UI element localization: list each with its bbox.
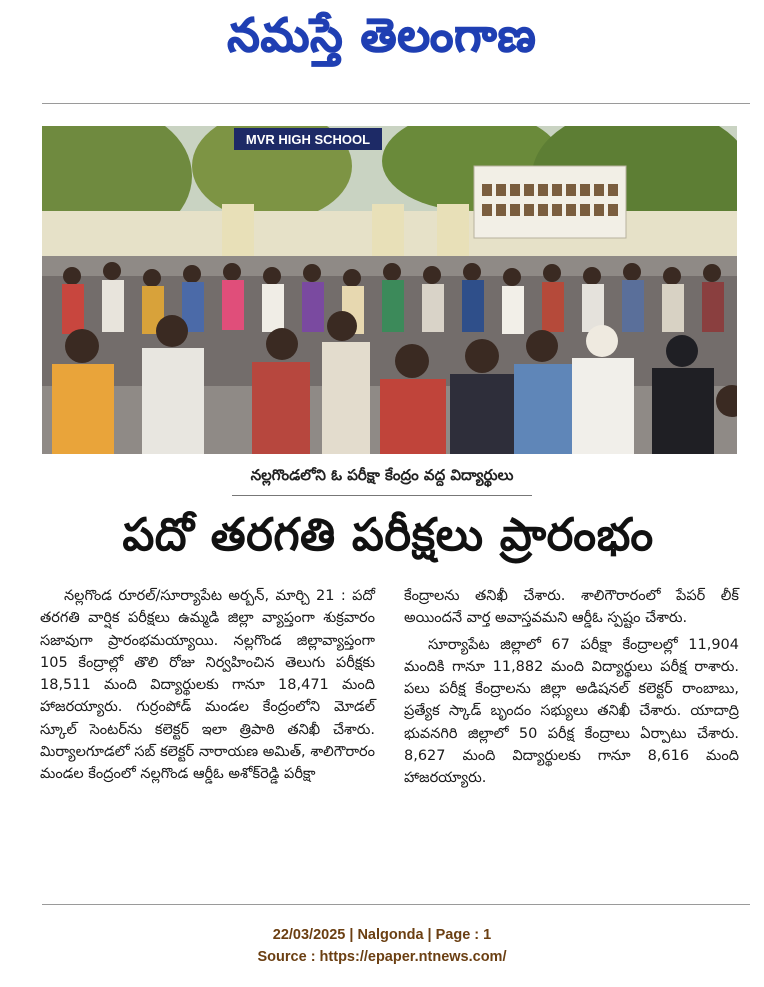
school-banner-text: MVR HIGH SCHOOL <box>245 132 371 147</box>
article-headline: పదో తరగతి పరీక్షలు ప్రారంభం <box>122 508 654 561</box>
article-paragraph: నల్లగొండ రూరల్/సూర్యాపేట అర్బన్, మార్చి 21 : పదో తరగతి వార్షిక పరీక్షలు ఉమ్మడి జిల్లా వ్యాప్తంగా శుక్రవారం సజావుగా ప్రారంభమయ్యాయి. నల్లగొండ జిల్లావ్యాప్తంగా 105 కేంద్రాల్లో తొలి రోజు నిర్వహించిన తెలుగు పరీక్షకు 18,511 మంది విద్యార్థులకు గానూ 18,471 మంది హాజరయ్యారు. గుర్రంపోడ్ మండల కేంద్రంలోని మోడల్ స్కూల్ సెంటర్‌ను కలెక్టర్ ఇలా త్రిపాఠి తనిఖీ చేశారు. మిర్యాలగూడలో సబ్ కలెక్టర్ నారాయణ అమిత్, శాలిగౌరారం మండల కేంద్రంలో నల్లగొండ ఆర్డీఓ అశోక్‌రెడ్డి పరీక్షా <box>40 588 375 783</box>
footer-divider <box>42 904 750 905</box>
article-left-column <box>40 585 375 786</box>
footer-source-line: Source : https://epaper.ntnews.com/ <box>257 949 507 965</box>
article-paragraph: కేంద్రాలను తనిఖీ చేశారు. శాలిగౌరారంలో పేపర్ లీక్ అయిందనే వార్త అవాస్తవమని ఆర్డీఓ స్పష్టం చేశారు. <box>404 588 739 627</box>
news-photo <box>42 126 737 454</box>
caption-divider <box>232 495 532 496</box>
masthead-divider <box>42 103 750 104</box>
newspaper-masthead: నమస్తే తెలంగాణ <box>227 8 537 62</box>
footer-date-line: 22/03/2025 | Nalgonda | Page : 1 <box>272 927 492 943</box>
article-paragraph: సూర్యాపేట జిల్లాలో 67 పరీక్షా కేంద్రాలల్లో 11,904 మందికి గానూ 11,882 మంది విద్యార్థులు పరీక్ష రాశారు. పలు పరీక్ష కేంద్రాలను జిల్లా అడిషనల్ కలెక్టర్ రాంబాబు, ప్రత్యేక స్కాడ్ బృందం సభ్యులు తనిఖీ చేశారు. యాదాద్రి భువనగిరి జిల్లాలో 50 పరీక్ష కేంద్రాలు ఏర్పాటు చేశారు. 8,627 మంది విద్యార్థులకు గానూ 8,616 మంది హాజరయ్యారు. <box>404 636 739 787</box>
photo-caption: నల్లగొండలోని ఓ పరీక్షా కేంద్రం వద్ద విద్యార్థులు <box>250 466 514 484</box>
article-right-column <box>404 585 739 790</box>
